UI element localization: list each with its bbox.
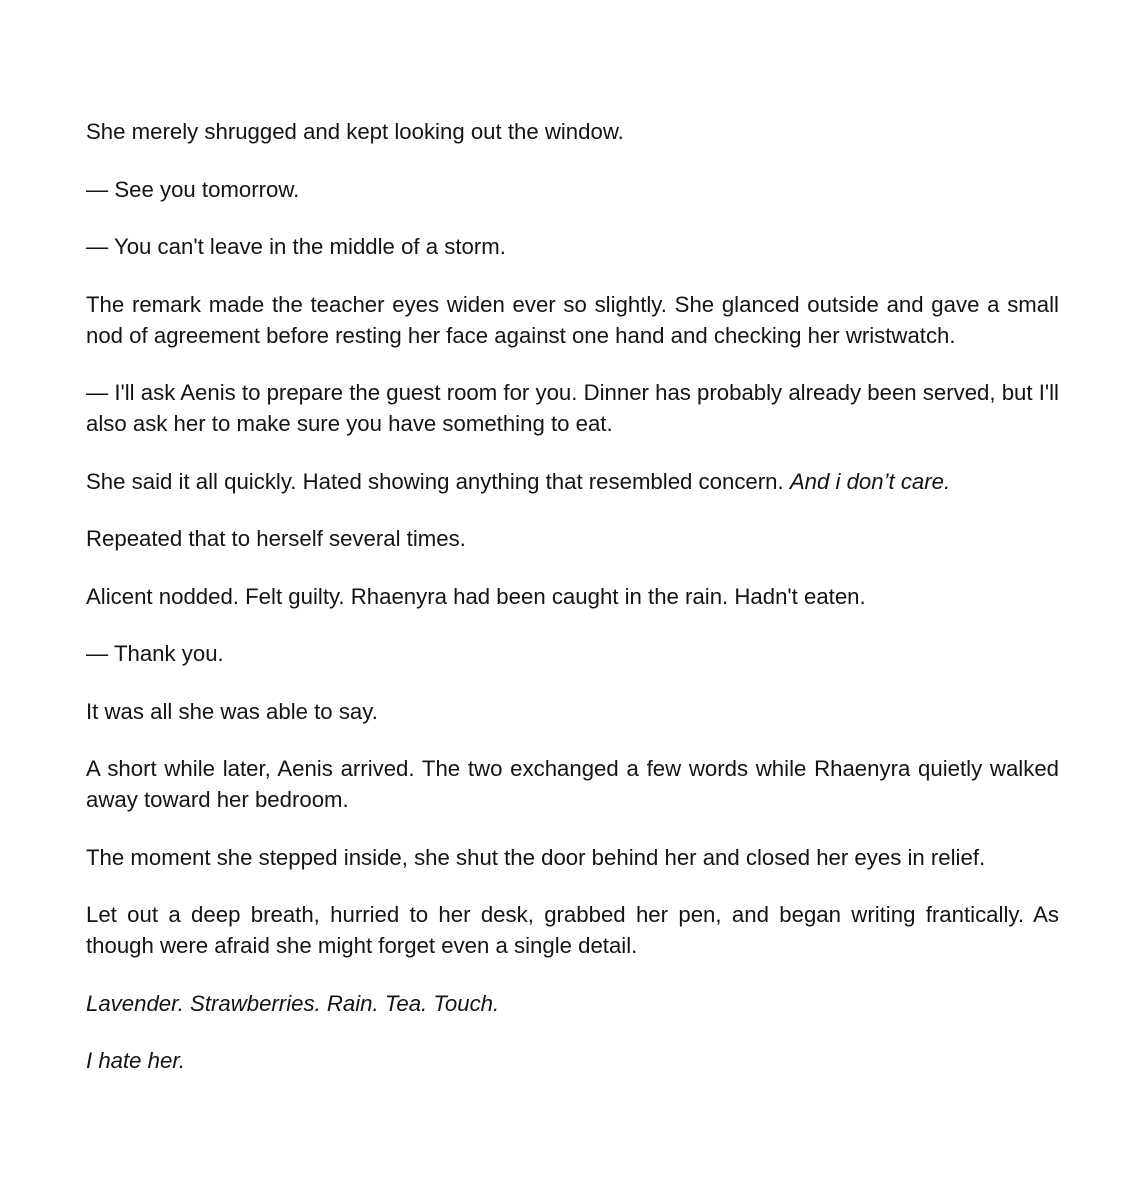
italic-paragraph: Lavender. Strawberries. Rain. Tea. Touch. (86, 990, 500, 1016)
italic-thought: And i don’t care. (789, 468, 951, 494)
paragraph: She merely shrugged and kept looking out the window. (86, 119, 624, 144)
paragraph: The moment she stepped inside, she shut the door behind her and closed her eyes in relief. (86, 844, 986, 870)
paragraph: — See you tomorrow. (86, 176, 300, 202)
paragraph: Let out a deep breath, hurried to her desk, grabbed her pen, and began writing frantically. As though were afraid she might forget even a single detail. (86, 902, 1059, 958)
paragraph: — I'll ask Aenis to prepare the guest room for you. Dinner has probably already been served, but I'll also ask her to make sure you have something to eat. (86, 380, 1059, 436)
paragraph-text: She said it all quickly. Hated showing anything that resembled concern. (86, 468, 790, 494)
paragraph: A short while later, Aenis arrived. The two exchanged a few words while Rhaenyra quietly walked away toward her bedroom. (86, 756, 1059, 812)
paragraph: The remark made the teacher eyes widen ever so slightly. She glanced outside and gave a small nod of agreement before resting her face against one hand and checking her wristwatch. (86, 291, 1059, 348)
paragraph: — You can't leave in the middle of a storm. (86, 234, 506, 259)
paragraph: — Thank you. (86, 641, 224, 666)
paragraph: Repeated that to herself several times. (86, 526, 466, 551)
paragraph: Alicent nodded. Felt guilty. Rhaenyra had been caught in the rain. Hadn't eaten. (86, 583, 866, 609)
paragraph (86, 466, 1059, 497)
document-page (86, 116, 1059, 1103)
paragraph: It was all she was able to say. (86, 698, 378, 724)
italic-paragraph: I hate her. (86, 1048, 186, 1073)
